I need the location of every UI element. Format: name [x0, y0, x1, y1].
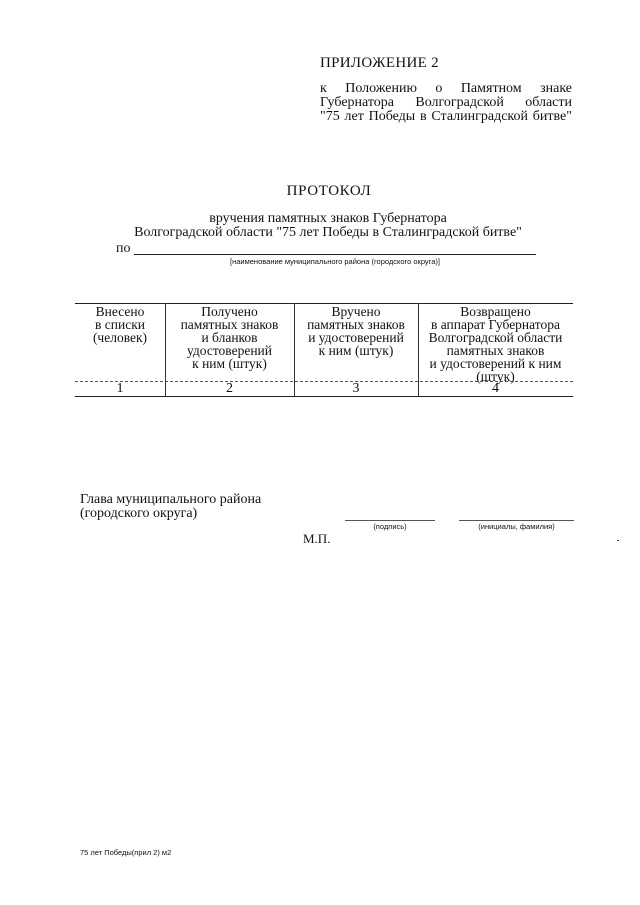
column-number: 3 — [352, 381, 360, 396]
appendix-line: "75 лет Победы в Сталинградской битве" — [320, 109, 572, 124]
table-header-cell: Вручено памятных знаков и удостоверений к ним (штук) — [307, 304, 405, 358]
column-number: 4 — [492, 381, 499, 396]
po-label: по — [116, 241, 131, 256]
margin-dot — [617, 540, 619, 541]
protocol-title: ПРОТОКОЛ — [286, 183, 372, 199]
appendix-line: Губернатора Волгоградской области — [320, 95, 572, 110]
name-line — [459, 520, 574, 521]
head-signature-label: Глава муниципального района (городского округа) — [80, 492, 262, 521]
footer-filename: 75 лет Победы(прил 2) м2 — [80, 848, 172, 857]
protocol-subtitle-line: вручения памятных знаков Губернатора — [209, 211, 447, 226]
municipality-blank-line — [134, 254, 536, 255]
signature-line — [345, 520, 435, 521]
protocol-subtitle-line: Волгоградской области "75 лет Победы в Сталинградской битве" — [134, 225, 522, 240]
table-header-cell: Получено памятных знаков и бланков удостоверений к ним (штук) — [180, 304, 279, 371]
table-header-cell: Возвращено в аппарат Губернатора Волгоградской области памятных знаков и удостоверений к ним (штук) — [428, 304, 563, 384]
municipality-hint: [наименование муниципального района (городского округа)] — [230, 257, 440, 266]
appendix-title: ПРИЛОЖЕНИЕ 2 — [320, 55, 439, 71]
column-number: 2 — [226, 381, 233, 396]
appendix-line: к Положению о Памятном знаке — [320, 81, 572, 96]
signature-hint: (подпись) — [373, 522, 407, 531]
name-hint: (инициалы, фамилия) — [478, 522, 555, 531]
stamp-place: М.П. — [303, 531, 331, 546]
table-bottom-rule — [75, 396, 573, 397]
column-number: 1 — [116, 381, 124, 396]
table-header-cell: Внесено в списки (человек) — [92, 304, 148, 345]
